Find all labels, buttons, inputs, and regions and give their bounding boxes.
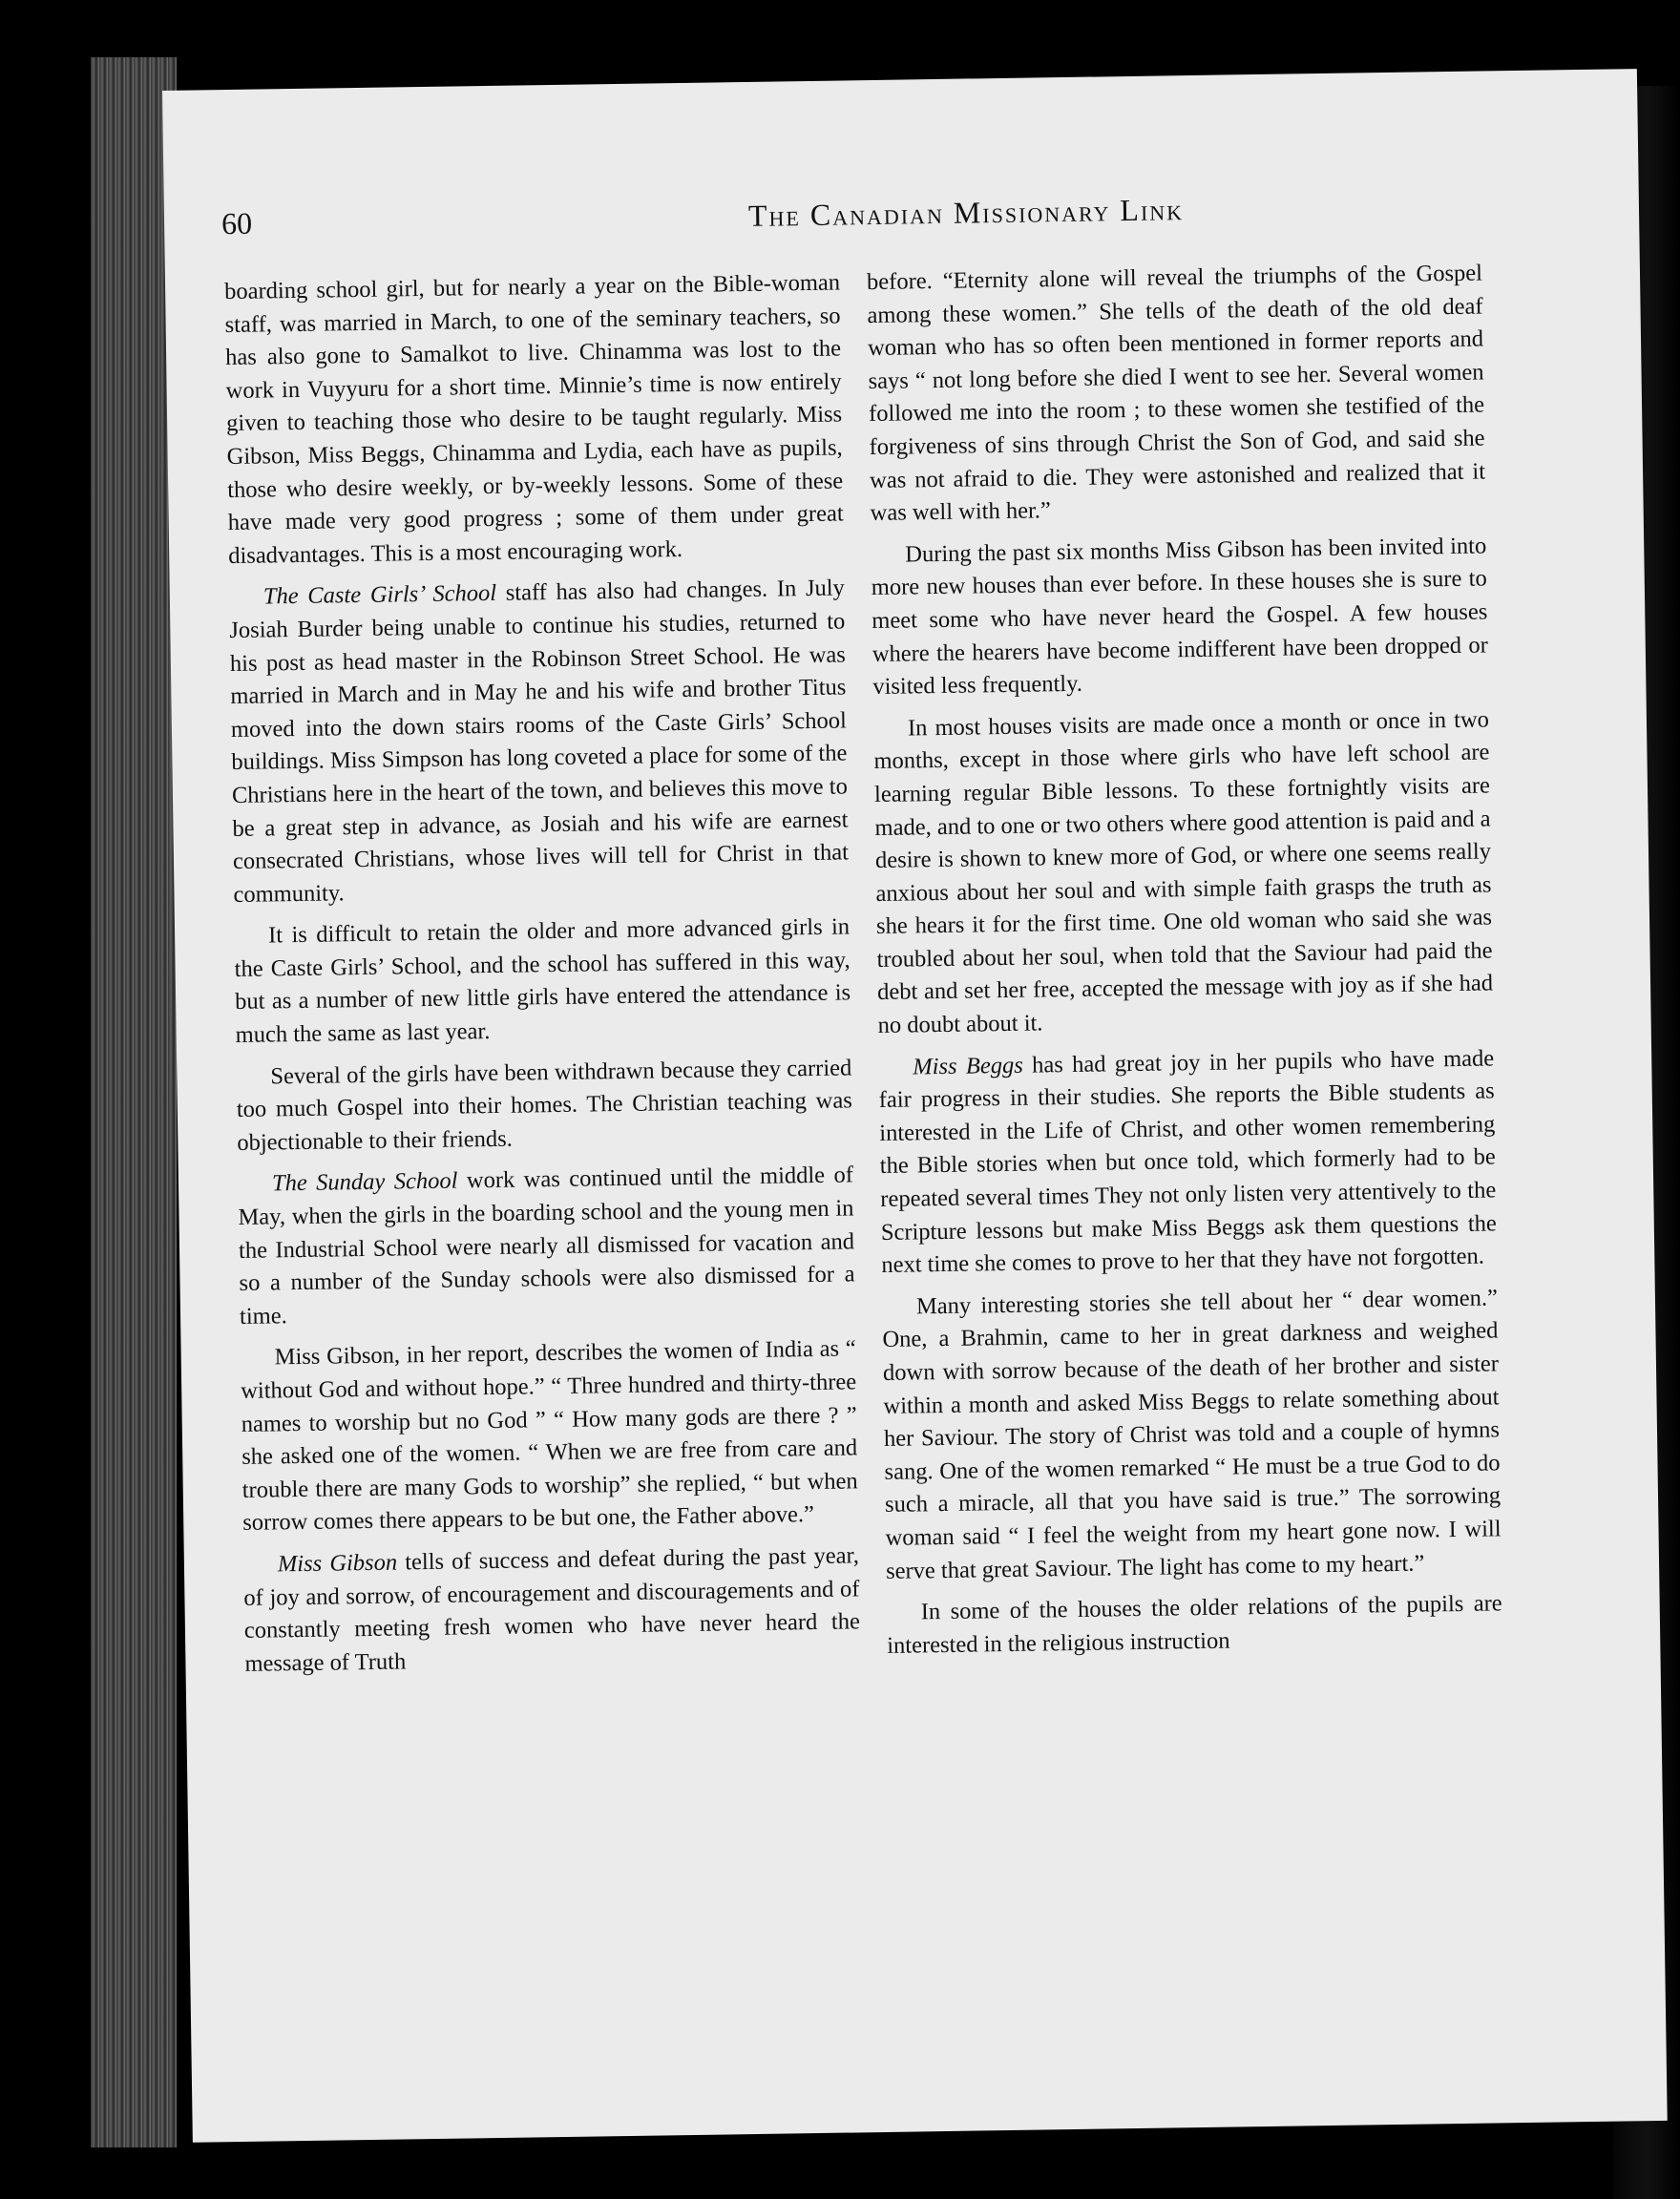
- paragraph: Miss Gibson tells of success and defeat during the past year, of joy and sorrow, of encouragement and discouragements and of constantly meeting fresh women who have never heard the message of Truth: [243, 1542, 861, 1677]
- paragraph: In most houses visits are made once a month or once in two months, except in those where girls who have left school are learning regular Bible lessons. To these fortnightly visits are made, and to one or two others where good attention is paid and a desire is shown to knew more of God, or where one seems really anxious about her soul and with simple faith grasps the truth as she hears it for the first time. One old woman who said she was troubled about her soul, when told that the Saviour had paid the debt and set her free, accepted the message with joy as if she had no doubt about it.: [873, 706, 1494, 1039]
- left-column: [224, 266, 861, 1681]
- paragraph: Several of the girls have been withdrawn because they carried too much Gospel into their homes. The Christian teaching was objectionable to their friends.: [236, 1055, 852, 1156]
- right-column: [867, 258, 1503, 1664]
- book-page: [162, 69, 1668, 2143]
- page-header: [221, 186, 1559, 263]
- running-title: The Canadian Missionary Link: [747, 192, 1185, 233]
- italic-lead: Miss Beggs: [913, 1052, 1023, 1080]
- paragraph: During the past six months Miss Gibson has been invited into more new houses than ever before. In these houses she is sure to meet some who have never heard the Gospel. A few houses where the hearers have become indifferent have been dropped or visited less frequently.: [871, 533, 1488, 701]
- italic-lead: The Sunday School: [271, 1167, 458, 1197]
- italic-lead: The Caste Girls’ School: [262, 580, 497, 610]
- paragraph: It is difficult to retain the older and more advanced girls in the Caste Girls’ School, and the school has suffered in this way, but as a number of new little girls have entered the attendance is much the same as last year.: [234, 913, 851, 1049]
- paragraph: boarding school girl, but for nearly a year on the Bible-woman staff, was married in March, to one of the seminary teachers, so has also gone to Samalkot to live. Chinamma was lost to the work in Vuyyuru for a short time. Minnie’s time is now entirely given to teaching those who desire to be taught regularly. Miss Gibson, Miss Beggs, Chinamma and Lydia, each have as pupils, those who desire weekly, or by-weekly lessons. Some of these have made very good progress ; some of them under great disadvantages. This is a most encouraging work.: [223, 269, 844, 569]
- italic-lead: Miss Gibson: [277, 1549, 398, 1578]
- paragraph: Many interesting stories she tell about her “ dear women.” One, a Brahmin, came to her in great darkness and weighed down with sorrow because of the death of her brother and sister within a month and asked Miss Beggs to relate something about her Saviour. The story of Christ was told and a couple of hymns sang. One of the women remarked “ He must be a true God to do such a miracle, all that you have said is true.” The sorrowing woman said “ I feel the weight from my heart gone now. I will serve that great Saviour. The light has come to my heart.”: [882, 1285, 1502, 1584]
- paragraph: The Sunday School work was continued until the middle of May, when the girls in the boarding school and the young men in the Industrial School were nearly all dismissed for vacation and so a number of the Sunday schools were also dismissed for a time.: [238, 1162, 855, 1330]
- paragraph: The Caste Girls’ School staff has also had changes. In July Josiah Burder being unable to continue his studies, returned to his post as head master in the Robinson Street School. He was married in March and in May he and his wife and brother Titus moved into the down stairs rooms of the Caste Girls’ School buildings. Miss Simpson has long coveted a place for some of the Christians here in the heart of the town, and believes this move to be a great step in advance, as Josiah and his wife are earnest consecrated Christians, whose lives will tell for Christ in that community.: [229, 575, 850, 908]
- paragraph: In some of the houses the older relations of the pupils are interested in the religious instruction: [887, 1590, 1502, 1659]
- paragraph: Miss Beggs has had great joy in her pupils who have made fair progress in their studies. She reports the Bible students as interested in the Life of Christ, and other women remembering the Bible stories when but once told, which formerly had to be repeated several times They not only listen very attentively to the Scripture lessons but make Miss Beggs ask them questions the next time she comes to prove to her that they have not forgotten.: [878, 1045, 1497, 1279]
- paragraph: before. “Eternity alone will reveal the triumphs of the Gospel among these women.” She tells of the death of the old deaf woman who has so often been mentioned in former reports and says “ not long before she died I went to see her. Several women followed me into the room ; to these women she testified of the forgiveness of sins through Christ the Son of God, and said she was not afraid to die. They were astonished and realized that it was well with her.”: [866, 260, 1486, 527]
- page-number: 60: [220, 205, 253, 241]
- page-edges: [91, 57, 177, 2147]
- paragraph: Miss Gibson, in her report, describes the women of India as “ without God and without hope.” “ Three hundred and thirty-three names to worship but no God ” “ How many gods are there ? ” she asked one of the women. “ When we are free from care and trouble there are many Gods to worship” she replied, “ but when sorrow comes there appears to be but one, the Father above.”: [241, 1335, 858, 1537]
